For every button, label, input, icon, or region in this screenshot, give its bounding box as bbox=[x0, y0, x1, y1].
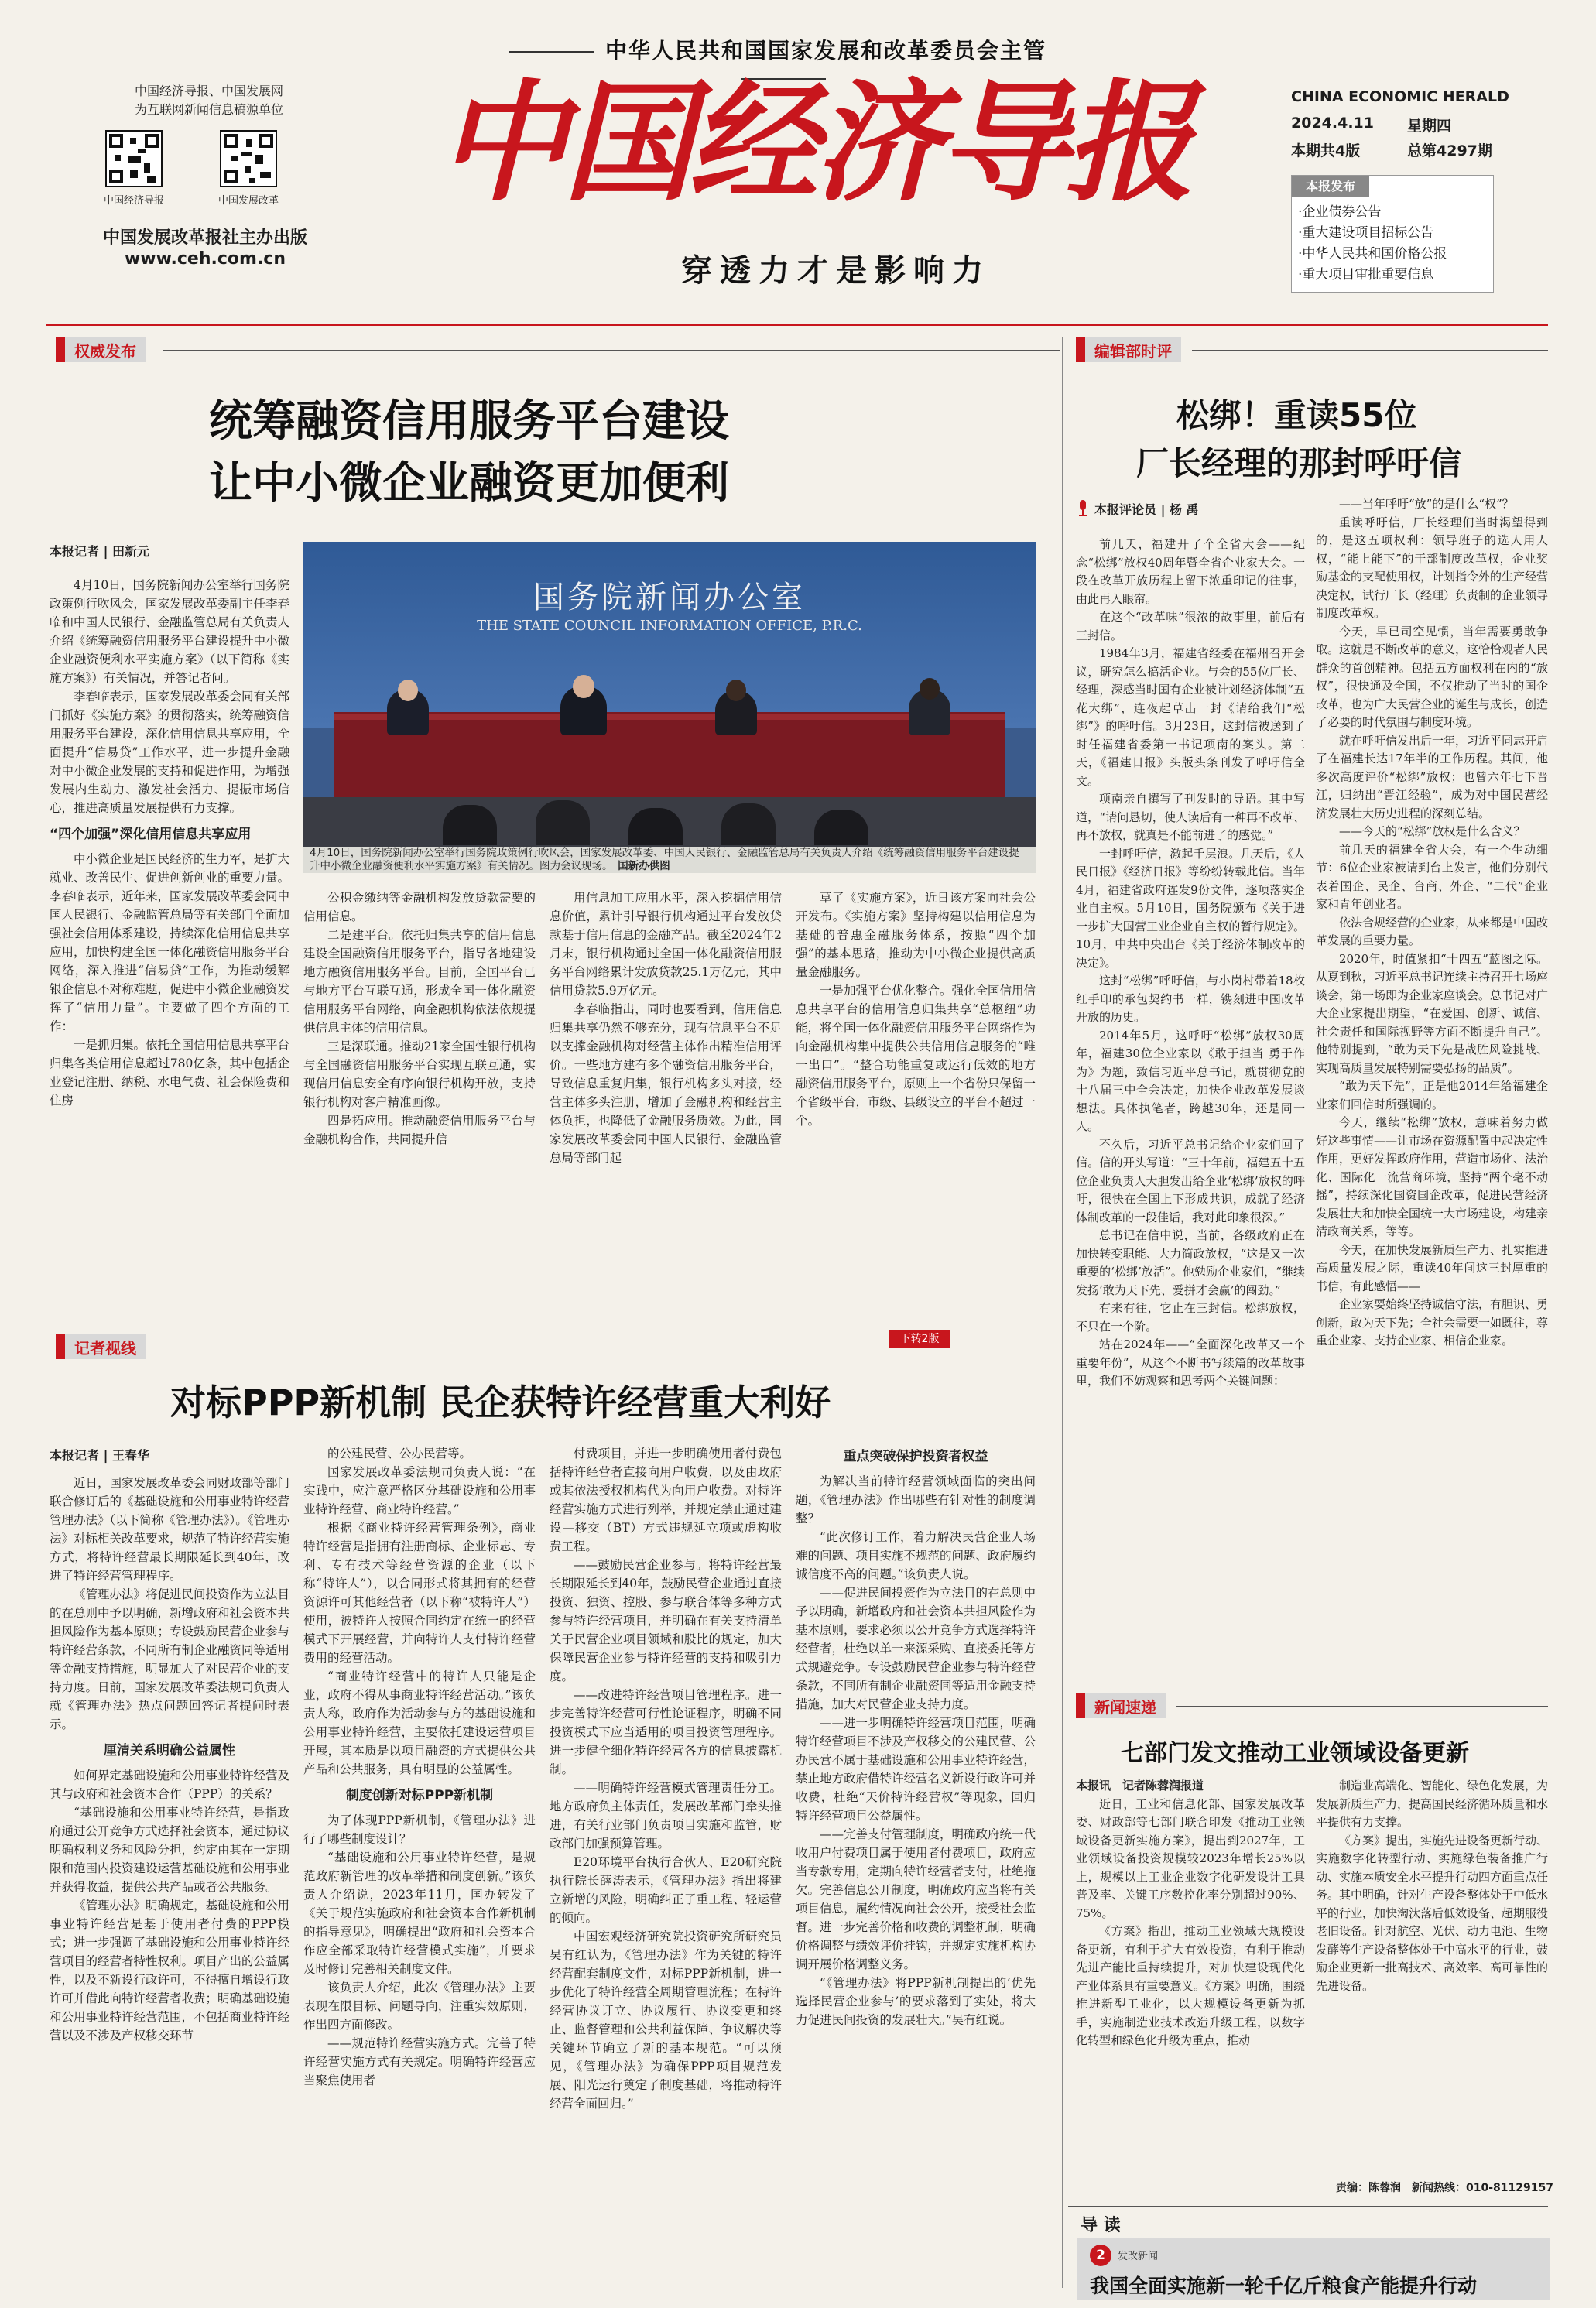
section-tag-reporter: 记者视线 bbox=[56, 1334, 146, 1359]
guide-label: 导 读 bbox=[1081, 2216, 1121, 2235]
paragraph: “敢为天下先”，正是他2014年给福建企业家们回信时所强调的。 bbox=[1316, 1079, 1548, 1111]
photo-title-en: THE STATE COUNCIL INFORMATION OFFICE, P.R.C. bbox=[477, 618, 862, 634]
slogan: 穿透力才是影响力 bbox=[681, 253, 991, 289]
release-item[interactable]: ·重大建设项目招标公告 bbox=[1298, 225, 1434, 241]
article2-headline: 对标PPP新机制 民企获特许经营重大利好 bbox=[170, 1382, 831, 1423]
paragraph: 为解决当前特许经营领域面临的突出问题，《管理办法》作出哪些有针对性的制度调整？ bbox=[796, 1474, 1036, 1526]
weekday: 星期四 bbox=[1407, 118, 1452, 135]
masthead-title: 中国经济导报 bbox=[437, 66, 1190, 219]
article2-subheading-1: 厘清关系明确公益属性 bbox=[104, 1743, 235, 1758]
tag-rule bbox=[1192, 350, 1548, 351]
article2-column-1 bbox=[50, 1474, 289, 2294]
left-note-line-1: 中国经济导报、中国发展网 bbox=[134, 84, 283, 98]
news-column-1 bbox=[1076, 1777, 1305, 2226]
paragraph: ——进一步明确特许经营项目范围，明确特许经营项目不涉及产权移交的公建民营、公办民营不属于基础设施和公用事业特许经营，禁止地方政府借特许经营名义新设行政许可并收费，杜绝“天价特许经营权”等现象，回归特许经营项目公益属性。 bbox=[796, 1716, 1036, 1823]
photo-credit: 国新办供图 bbox=[618, 860, 670, 872]
paragraph: 依法合规经营的企业家，从来都是中国改革发展的重要力量。 bbox=[1316, 915, 1548, 947]
editorial-column-1 bbox=[1076, 536, 1305, 1666]
article2-column-3 bbox=[550, 1444, 782, 2294]
page-count: 本期共4版 bbox=[1291, 142, 1361, 159]
article1-headline-line1: 统筹融资信用服务平台建设 bbox=[209, 396, 729, 447]
paragraph: 为了体现PPP新机制，《管理办法》进行了哪些制度设计？ bbox=[303, 1813, 536, 1846]
paragraph: 这封“松绑”呼吁信，与小岗村带着18枚红手印的承包契约书一样，镌刻进中国改革开放的历史。 bbox=[1076, 974, 1305, 1024]
article2-byline: 本报记者 | 王春华 bbox=[50, 1448, 149, 1463]
article2-column-4 bbox=[796, 1444, 1036, 2294]
paragraph: 2020年，时值紧扣“十四五”蓝图之际。从夏到秋，习近平总书记连续主持召开七场座谈会，第一场即为企业家座谈会。总书记对广大企业家提出期望，“在爱国、创新、诚信、社会责任和国际视野等方面不断提升自己”。他特别提到，“敢为天下先是战胜风险挑战、实现高质量发展特别需要弘扬的品质”。 bbox=[1316, 951, 1548, 1075]
guide-box[interactable] bbox=[1077, 2238, 1550, 2300]
paragraph: 付费项目，并进一步明确使用者付费包括特许经营者直接向用户收费，以及由政府或其依法授权机构代为向用户收费。对特许经营实施方式进行列举，并规定禁止通过建设—移交（BT）方式违规延立项或虚构收费工程。 bbox=[550, 1447, 782, 1553]
website-link[interactable]: www.ceh.com.cn bbox=[124, 249, 286, 269]
article1-column-3 bbox=[550, 889, 782, 1354]
paragraph: 项南亲自撰写了刊发时的导语。其中写道，“请问恳切，使人读后有一种再不改革、再不放权，就真是不能前进了的感觉。” bbox=[1076, 792, 1305, 842]
paragraph: ——当年呼吁“放”的是什么“权”？ bbox=[1339, 497, 1514, 511]
left-note bbox=[93, 82, 325, 119]
continued-badge[interactable]: 下转2版 bbox=[889, 1330, 950, 1348]
news-byline: 本报讯 记者陈蓉润报道 bbox=[1076, 1779, 1204, 1793]
article1-byline: 本报记者 | 田新元 bbox=[50, 544, 149, 559]
paragraph: 就在呼吁信发出后一年，习近平同志开启了在福建长达17年半的工作历程。其间，他多次高度评价“松绑”放权；也曾六年七下晋江，归纳出“晋江经验”，成为对中国民营经济发展壮大历史进程的深刻总结。 bbox=[1316, 733, 1548, 820]
paragraph: “基础设施和公用事业特许经营，是指政府通过公开竞争方式选择社会资本，通过协议明确权利义务和风险分担，约定由其在一定期限和范围内投资建设运营基础设施和公用事业并获得收益，提供公共产品或者公共服务。 bbox=[50, 1806, 289, 1894]
paragraph: 三是深联通。推动21家全国性银行机构与全国融资信用服务平台实现互联互通，实现信用信息安全有序向银行机构开放，支持银行机构对客户精准画像。 bbox=[303, 1039, 536, 1109]
paragraph: 1984年3月，福建省经委在福州召开会议，研究怎么搞活企业。与会的55位厂长、经理，深感当时国有企业被计划经济体制“五花大绑”，连夜起草出一封《请给我们“松绑”》的呼吁信。3月23日，这封信被送到了时任福建省委第一书记项南的案头。第二天，《福建日报》头版头条刊发了呼吁信全文。 bbox=[1076, 646, 1305, 788]
section-tag-editorial: 编辑部时评 bbox=[1076, 337, 1181, 362]
section-tag-news: 新闻速递 bbox=[1076, 1693, 1166, 1718]
paragraph: 国家发展改革委法规司负责人说：“在实践中，应注意严格区分基础设施和公用事业特许经营、商业特许经营。” bbox=[303, 1465, 536, 1516]
guide-divider bbox=[1068, 2206, 1548, 2207]
left-note-line-2: 为互联网新闻信息稿源单位 bbox=[134, 102, 283, 117]
editorial-headline-line2: 厂长经理的那封呼吁信 bbox=[1136, 444, 1462, 482]
paragraph: 李春临指出，同时也要看到，信用信息归集共享仍然不够充分，现有信息平台不足以支撑金融机构对经营主体作出精准信用评价。一些地方建有多个融资信用服务平台，导致信息重复归集，银行机构多头对接，经营主体多头注册，增加了金融机构和经营主体负担，也降低了金融服务质效。为此，国家发展改革委会同中国人民银行、金融监管总局等部门起 bbox=[550, 1002, 782, 1165]
article2-subheading-3: 重点突破保护投资者权益 bbox=[843, 1449, 988, 1464]
paragraph: 《方案》提出，实施先进设备更新行动、实施数字化转型行动、实施绿色装备推广行动、实施本质安全水平提升行动四方面重点任务。其中明确，针对生产设备整体处于中低水平的行业，加快淘汰落后低效设备、超期服役老旧设备。针对航空、光伏、动力电池、生物发酵等生产设备整体处于中高水平的行业，鼓励企业更新一批高技术、高效率、高可靠性的先进设备。 bbox=[1316, 1833, 1548, 1993]
release-item[interactable]: ·中华人民共和国价格公报 bbox=[1298, 246, 1447, 262]
paragraph: 近日，工业和信息化部、国家发展改革委、财政部等七部门联合印发《推动工业领域设备更新实施方案》，提出到2027年，工业领域设备投资规模较2023年增长25%以上，规模以上工业企业数字化研发设计工具普及率、关键工序数控化率分别超过90%、75%。 bbox=[1076, 1796, 1305, 1920]
microphone-icon bbox=[1077, 500, 1088, 517]
paragraph: 《管理办法》将促进民间投资作为立法目的在总则中予以明确，新增政府和社会资本共担风险作为基本原则；专设鼓励民营企业参与特许经营条款，不同所有制企业融资同等适用等金融支持措施，明显加大了对民营企业的支持力度。日前，国家发展改革委法规司负责人就《管理办法》热点问题回答记者提问时表示。 bbox=[50, 1587, 289, 1731]
paragraph: ——明确特许经营模式管理责任分工。地方政府负主体责任，发展改革部门牵头推进，有关行业部门负责项目实施和监管，财政部门加强预算管理。 bbox=[550, 1781, 782, 1851]
article1-headline-line2: 让中小微企业融资更加便利 bbox=[209, 458, 729, 509]
guide-page-label: 发改新闻 bbox=[1118, 2251, 1159, 2262]
paragraph: 草了《实施方案》，近日该方案向社会公开发布。《实施方案》坚持构建以信用信息为基础的普惠金融服务体系，按照“四个加强”的基本思路，推动为中小微企业提供高质量金融服务。 bbox=[796, 891, 1036, 979]
paragraph: 用信息加工应用水平，深入挖掘信用信息价值，累计引导银行机构通过平台发放贷款基于信用信息的金融产品。截至2024年2月末，银行机构通过全国一体化融资信用服务平台网络累计发放贷款25.1万亿元，其中信用贷款5.9万亿元。 bbox=[550, 891, 782, 998]
article1-column-4 bbox=[796, 889, 1036, 1322]
paragraph: ——鼓励民营企业参与。将特许经营最长期限延长到40年，鼓励民营企业通过直接投资、独资、控股、参与联合体等多种方式参与特许经营项目，并明确在有关支持清单关于民营企业项目领域和股比的规定，加大保障民营企业参与特许经营的支持和吸引力度。 bbox=[550, 1558, 782, 1683]
top-banner: 中华人民共和国国家发展和改革委员会主管 bbox=[507, 34, 1049, 91]
qr-label: 中国发展改革 bbox=[217, 195, 279, 207]
paragraph: 《管理办法》明确规定，基础设施和公用事业特许经营是基于使用者付费的PPP模式；进一步强调了基础设施和公用事业特许经营项目的经营者特性权利。项目产出的公益属性，以及不新设行政许可，不得擅自增设行政许可并借此向特许经营者收费；明确基础设施和公用事业特许经营范围，不包括商业特许经营以及不涉及产权移交环节 bbox=[50, 1899, 289, 2043]
release-item[interactable]: ·重大项目审批重要信息 bbox=[1298, 267, 1434, 283]
paragraph: “商业特许经营中的特许人只能是企业，政府不得从事商业特许经营活动。”该负责人称，政府作为活动参与方的基础设施和公用事业特许经营，主要依托建设运营项目开展，其本质是以项目融资的方式提供公共产品和公共服务，具有明显的公益属性。 bbox=[303, 1669, 536, 1776]
paragraph: 有来有往，它止在三封信。松绑放权，不只在一个阶。 bbox=[1076, 1301, 1305, 1334]
qr-label: 中国经济导报 bbox=[103, 195, 164, 207]
editorial-headline-line1: 松绑！重读55位 bbox=[1176, 396, 1417, 434]
paragraph: 今天，在加快发展新质生产力、扎实推进高质量发展之际，重读40年间这三封厚重的书信，有此感悟—— bbox=[1316, 1242, 1548, 1293]
paragraph: 不久后，习近平总书记给企业家们回了信。信的开头写道：“三十年前，福建五十五位企业负责人大胆发出给企业‘松绑’放权的呼吁，很快在全国上下形成共识，成就了经济体制改革的一段佳话，我对此印象很深。” bbox=[1076, 1137, 1305, 1224]
paragraph: 二是建平台。依托归集共享的信用信息建设全国融资信用服务平台，指导各地建设地方融资信用服务平台。目前，全国平台已与地方平台互联互通，形成全国一体化融资信用服务平台网络，向金融机构依法依规提供信息主体的信用信息。 bbox=[303, 928, 536, 1035]
qr-code-icon bbox=[105, 130, 163, 187]
publisher: 中国发展改革报社主办出版 bbox=[102, 228, 307, 248]
section-tag-authority: 权威发布 bbox=[56, 337, 146, 362]
paragraph: 中小微企业是国民经济的生力军，是扩大就业、改善民生、促进创新创业的重要力量。李春临表示，近年来，国家发展改革委会同中国人民银行、金融监管总局等有关部门全面加强社会信用体系建设，持续深化信用信息共享应用，加快构建全国一体化融资信用服务平台网络，深入推进“信易贷”工作，为推动缓解银企信息不对称难题，促进中小微企业融资发挥了“信用力量”。主要做了四个方面的工作： bbox=[50, 852, 289, 1033]
paragraph: 在这个“改革味”很浓的故事里，前后有三封信。 bbox=[1076, 610, 1305, 642]
paragraph: 重读呼吁信，厂长经理们当时渴望得到的，是这五项权利：领导班子的选人用人权，“能上能下”的干部制度改革权，企业奖励基金的支配使用权，计划指令外的生产经营决定权，试行厂长（经理）负责制的企业领导制度改革权。 bbox=[1316, 515, 1548, 620]
paragraph: 一是加强平台优化整合。强化全国信用信息共享平台的信用信息归集共享“总枢纽”功能，将全国一体化融资信用服务平台网络作为向金融机构集中提供公共信用信息服务的“唯一出口”。“整合功能重复或运行低效的地方融资信用服务平台，原则上一个省份只保留一个省级平台，市级、县级设立的平台不超过一个。 bbox=[796, 984, 1036, 1128]
paragraph: ——促进民间投资作为立法目的在总则中予以明确，新增政府和社会资本共担风险作为基本原则，要求必须以公开竞争方式选择特许经营者，杜绝以单一来源采购、直接委托等方式规避竞争。专设鼓励民营企业参与特许经营条款，不同所有制企业融资同等适用金融支持措施，加大对民营企业支持力度。 bbox=[796, 1586, 1036, 1711]
paragraph: 制造业高端化、智能化、绿色化发展，为发展新质生产力，提高国民经济循环质量和水平提供有力支撑。 bbox=[1316, 1779, 1548, 1829]
qr-code-icon bbox=[220, 130, 277, 187]
article1-column-2 bbox=[303, 889, 536, 1354]
column-divider bbox=[1062, 337, 1063, 2288]
paragraph: 中国宏观经济研究院投资研究所研究员吴有红认为，《管理办法》作为关键的特许经营配套制度文件，对标PPP新机制，进一步优化了特许经营全周期管理流程；在特许经营协议订立、协议履行、协议变更和终止、监督管理和公共利益保障、争议解决等关键环节确立了新的基本规范。“可以预见，《管理办法》为确保PPP项目规范发展、阳光运行奠定了制度基础，将推动特许经营全面回归。” bbox=[550, 1930, 782, 2111]
masthead-divider bbox=[46, 324, 1548, 326]
paragraph: 前几天，福建开了个全省大会——纪念“松绑”放权40周年暨全省企业家大会。一段在改革开放历程上留下浓重印记的往事，由此再入眼帘。 bbox=[1076, 537, 1305, 606]
paragraph: 企业家要始终坚持诚信守法，有胆识、勇创新，敢为天下先；全社会需要一如既往，尊重企业家、支持企业家、相信企业家。 bbox=[1316, 1297, 1548, 1347]
paragraph: “此次修订工作，着力解决民营企业人场难的问题、项目实施不规范的问题、政府履约诚信度不高的问题。”该负责人说。 bbox=[796, 1530, 1036, 1581]
paragraph: 四是拓应用。推动融资信用服务平台与金融机构合作，共同提升信 bbox=[303, 1114, 536, 1146]
paragraph: 2014年5月，这呼吁“松绑”放权30周年，福建30位企业家以《敢于担当 勇于作为》为题，致信习近平总书记，就贯彻党的十八届三中全会决定，加快企业改革发展谈想法。具体执笔者，跨越30年，还是同一人。 bbox=[1076, 1028, 1305, 1133]
en-name: CHINA ECONOMIC HERALD bbox=[1291, 88, 1509, 105]
paragraph: 《方案》指出，推动工业领域大规模设备更新，有利于扩大有效投资，有利于推动先进产能比重持续提升，对加快建设现代化产业体系具有重要意义。《方案》明确，围绕推进新型工业化，以大规模设备更新为抓手，实施制造业技术改造升级工程，以数字化转型和绿色化升级为重点，推动 bbox=[1076, 1924, 1305, 2047]
paragraph: 一是抓归集。依托全国信用信息共享平台归集各类信用信息超过780亿条，其中包括企业登记注册、纳税、水电气费、社会保险费和住房 bbox=[50, 1038, 289, 1108]
paragraph: 一封呼吁信，激起千层浪。几天后，《人民日报》《经济日报》等纷纷转载此信。当年4月，福建省政府连发9份文件，逐项落实企业自主权。5月10日，国务院颁布《关于进一步扩大国营工业企业自主权的暂行规定》。10月，中共中央出台《关于经济体制改革的决定》。 bbox=[1076, 846, 1305, 970]
article1-subheading: “四个加强”深化信用信息共享应用 bbox=[50, 827, 252, 842]
paragraph: “基础设施和公用事业特许经营，是规范政府新管理的改革举措和制度创新。”该负责人介绍说，2023年11月，国办转发了《关于规范实施政府和社会资本合作新机制的指导意见》，明确提出“政府和社会资本合作应全部采取特许经营模式实施”，并要求及时修订完善相关制度文件。 bbox=[303, 1851, 536, 1976]
paragraph: 根据《商业特许经营管理条例》，商业特许经营是指拥有注册商标、企业标志、专利、专有技术等经营资源的企业（以下称“特许人”），以合同形式将其拥有的经营资源许可其他经营者（以下称“被特许人”）使用，被特许人按照合同约定在统一的经营模式下开展经营，并向特许人支付特许经营费用的经营活动。 bbox=[303, 1521, 536, 1665]
release-label: 本报发布 bbox=[1292, 176, 1369, 197]
tag-rule bbox=[1176, 1706, 1548, 1707]
issue-date: 2024.4.11 bbox=[1291, 115, 1374, 132]
release-box bbox=[1291, 175, 1494, 293]
masthead bbox=[0, 0, 1596, 325]
photo-title-cn: 国务院新闻办公室 bbox=[533, 580, 806, 615]
guide-headline[interactable]: 我国全面实施新一轮千亿斤粮食产能提升行动 bbox=[1090, 2275, 1478, 2297]
article1-column-1 bbox=[50, 576, 289, 1354]
news-headline: 七部门发文推动工业领域设备更新 bbox=[1121, 1740, 1469, 1767]
paragraph: 今天，继续“松绑”放权，意味着努力做好这些事情——让市场在资源配置中起决定性作用，更好发挥政府作用，营造市场化、法治化、国际化一流营商环境，坚持“两个毫不动摇”，持续深化国资国企改革，促进民营经济发展壮大和加快全国统一大市场建设，构建亲清政商关系，等等。 bbox=[1316, 1115, 1548, 1238]
paragraph: 近日，国家发展改革委会同财政部等部门联合修订后的《基础设施和公用事业特许经营管理办法》（以下简称《管理办法》）。《管理办法》对标相关改革要求，规范了特许经营实施方式，将特许经营最长期限延长到40年，改进了特许经营管理程序。 bbox=[50, 1476, 289, 1583]
paragraph: 的公建民营、公办民营等。 bbox=[327, 1447, 472, 1460]
paragraph: 前几天的福建全省大会，有一个生动细节：6位企业家被请到台上发言，他们分别代表着国企、民企、台商、外企、“二代”企业家和青年创业者。 bbox=[1316, 842, 1548, 911]
guide-page-badge: 2 bbox=[1090, 2245, 1111, 2266]
issue-number: 总第4297期 bbox=[1407, 142, 1492, 159]
article2-column-2 bbox=[303, 1444, 536, 2294]
paragraph: ——规范特许经营实施方式。完善了特许经营实施方式有关规定。明确特许经营应当聚焦使用者 bbox=[303, 2036, 536, 2087]
paragraph: 站在2024年——“全面深化改革又一个重要年份”，从这个不断书写续篇的改革故事里，我们不妨观察和思考两个关键问题： bbox=[1076, 1337, 1305, 1388]
news-column-2 bbox=[1316, 1777, 1548, 2164]
editorial-byline: 本报评论员 | 杨 禹 bbox=[1094, 502, 1199, 517]
paragraph: ——改进特许经营项目管理程序。进一步完善特许经营可行性论证程序，明确不同投资模式下应当适用的项目投资管理程序。进一步健全细化特许经营各方的信息披露机制。 bbox=[550, 1688, 782, 1776]
paragraph: E20环境平台执行合伙人、E20研究院执行院长薛涛表示，《管理办法》指出将建立新增的风险，明确纠正了重工程、轻运营的倾向。 bbox=[550, 1855, 782, 1925]
paragraph: 4月10日，国务院新闻办公室举行国务院政策例行吹风会，国家发展改革委副主任李春临和中国人民银行、金融监管总局有关负责人介绍《统筹融资信用服务平台建设提升中小微企业融资便利水平实施方案》（以下简称《实施方案》）有关情况，并答记者问。 bbox=[50, 578, 289, 685]
paragraph: 公积金缴纳等金融机构发放贷款需要的信用信息。 bbox=[303, 891, 536, 923]
paragraph: 总书记在信中说，当前，各级政府正在加快转变职能、大力简政放权，“这是又一次重要的‘松绑’放活”。他勉励企业家们，“继续发扬‘敢为天下先、爱拼才会赢’的闯劲。” bbox=[1076, 1228, 1305, 1297]
tag-rule bbox=[163, 350, 1060, 351]
editor-line: 责编：陈蓉润 新闻热线：010-81129157 bbox=[1336, 2182, 1553, 2194]
paragraph: ——今天的“松绑”放权是什么含义？ bbox=[1339, 824, 1526, 838]
editorial-column-2 bbox=[1316, 495, 1548, 1664]
paragraph: 该负责人介绍，此次《管理办法》主要表现在限目标、问题导向，注重实效原则，作出四方面修改。 bbox=[303, 1981, 536, 2032]
paragraph: ——完善支付管理制度，明确政府统一代收用户付费项目属于使用者付费项目，政府应当专款专用，定期向特许经营者支付，杜绝拖欠。完善信息公开制度，明确政府应当将有关项目信息，履约情况向社会公开，接受社会监督。进一步完善价格和收费的调整机制，明确价格调整与绩效评价挂钩，并规定实施机构协调开展价格调整义务。 bbox=[796, 1827, 1036, 1971]
press-conference-photo bbox=[303, 542, 1036, 873]
paragraph: 如何界定基础设施和公用事业特许经营及其与政府和社会资本合作（PPP）的关系？ bbox=[50, 1769, 289, 1801]
release-item[interactable]: ·企业债券公告 bbox=[1298, 204, 1382, 220]
release-list bbox=[1298, 202, 1447, 286]
article2-subheading-2: 制度创新对标PPP新机制 bbox=[345, 1788, 494, 1803]
photo-caption: 4月10日，国务院新闻办公室举行国务院政策例行吹风会，国家发展改革委、中国人民银行、金融监管总局有关负责人介绍《统筹融资信用服务平台建设提升中小微企业融资便利水平实施方案》有关情况。图为会议现场。 国新办供图 bbox=[303, 847, 1036, 873]
paragraph: “《管理办法》将PPP新机制提出的‘优先选择民营企业参与’的要求落到了实处，将大力促进民间投资的发展壮大。”吴有红说。 bbox=[796, 1976, 1036, 2027]
paragraph: 李春临表示，国家发展改革委会同有关部门抓好《实施方案》的贯彻落实，统筹融资信用服务平台建设，深化信用信息共享应用，全面提升“信易贷”工作水平，进一步提升金融对中小微企业发展的支持和促进作用，为增强发展内生动力、激发社会活力、提振市场信心，推进高质量发展提供有力支撑。 bbox=[50, 690, 289, 815]
paragraph: 今天，早已司空见惯，当年需要勇敢争取。这就是不断改革的意义，这恰恰观者人民群众的首创精神。包括五方面权利在内的“放权”，很快通及全国，不仅推动了当时的国企改革，也为广大民营企业的诞生与成长，创造了必要的时代氛围与制度环境。 bbox=[1316, 624, 1548, 729]
